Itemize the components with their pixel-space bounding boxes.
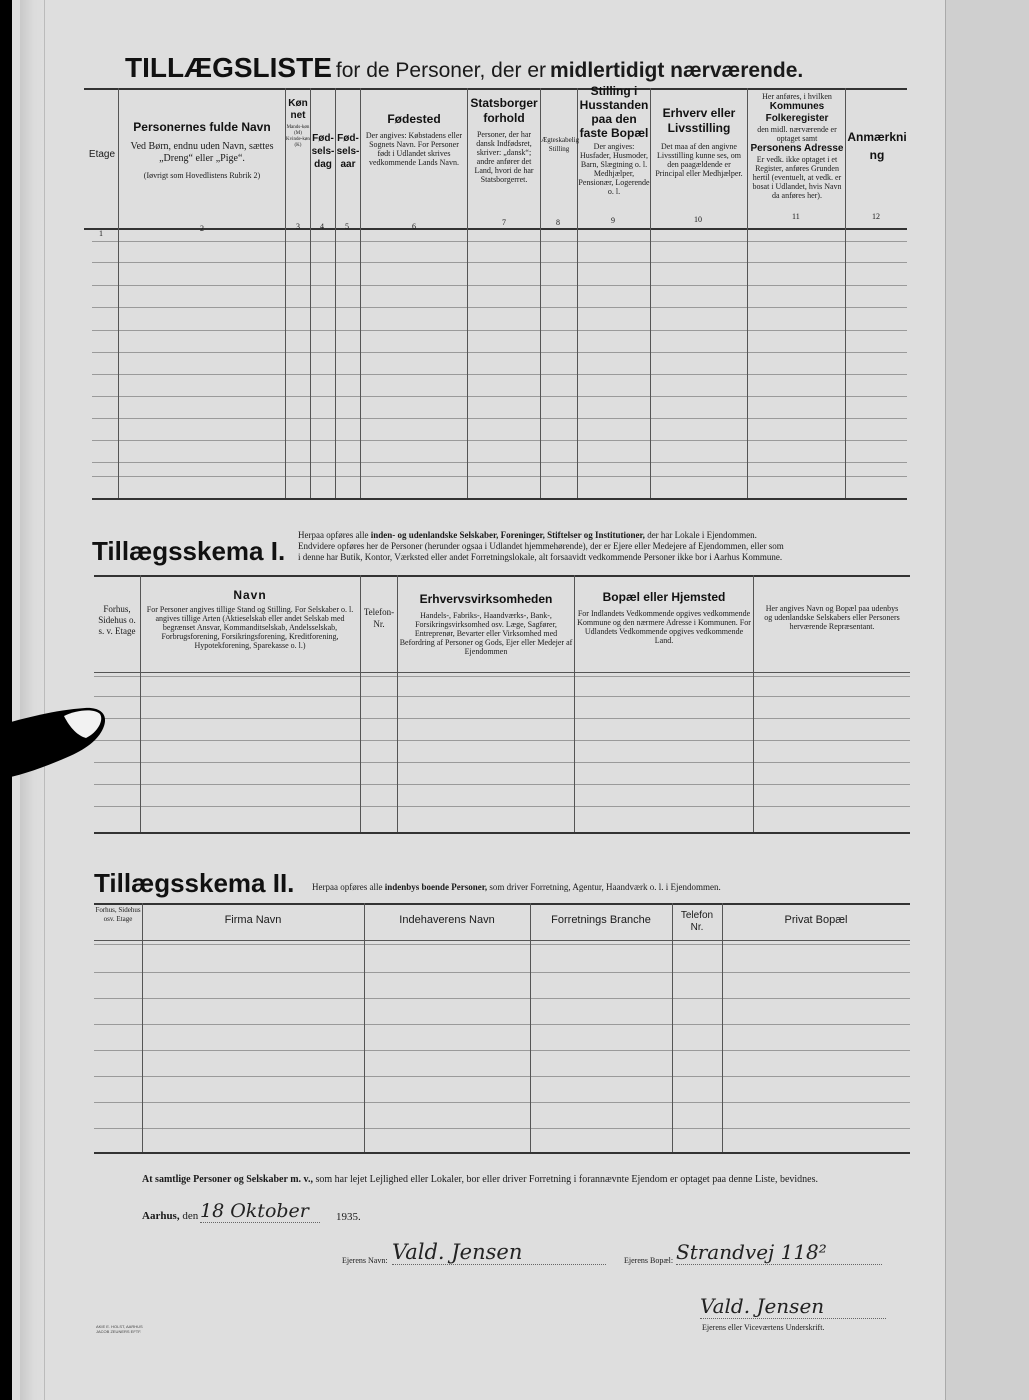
s2-col-firma-header: Firma Navn <box>224 914 282 926</box>
owner-name-label: Ejerens Navn: <box>342 1256 388 1265</box>
date-handwritten: 18 Oktober <box>200 1200 320 1223</box>
col-foedested-header: Fødested Der angives: Købstadens eller Sognets Navn. For Personer født i Udlandet skrives vedkommende Lands Navn. <box>365 112 463 167</box>
col-erhverv-header: Erhverv eller Livsstilling Det maa af den angivne Livsstilling kunne ses, om den paagældende er Principal eller Medhjælper. <box>655 106 743 178</box>
date-line: Aarhus, den <box>142 1210 199 1222</box>
signature-handwritten: Vald. Jensen <box>700 1294 886 1319</box>
s2-col-telefon-header: Telefon Nr. <box>680 910 714 933</box>
s2-col-branche-header: Forretnings Branche <box>551 914 651 926</box>
col-number: 3 <box>296 222 300 231</box>
col-number: 10 <box>694 215 702 224</box>
col-number: 8 <box>556 218 560 227</box>
s1-col-etage-header: Forhus, Sidehus o. s. v. Etage <box>98 604 136 636</box>
skema2-intro: Herpaa opføres alle indenbys boende Personer, som driver Forretning, Agentur, Haandværk o. l. i Ejendommen. <box>312 882 721 892</box>
col-anmaerkning-header: Anmærkning <box>847 130 907 162</box>
skema1-title: Tillægsskema I. <box>92 536 286 566</box>
skema1-intro: Herpaa opføres alle inden- og udenlandske Selskaber, Foreninger, Stiftelser og Institutioner, der har Lokale i Ejendommen. Endvidere opføres her de Personer (herunder ogsaa i Udlandet hjemmehørende), der er Ejere eller Medejere af Ejendommen, eller som i denne har Butik, Kontor, Værksted eller andet Forretningslokale, alt forsaavidt vedkommende Personer ikke bor i Aarhus Kommune. <box>298 530 784 562</box>
col-foedselsdag-header: Fød-sels-dag <box>311 133 335 170</box>
s1-col-erhverv-header: Erhvervsvirksomheden Handels-, Fabriks-, Haandværks-, Bank-, Forsikringsvirksomhed osv. Læge, Sagfører, Entreprenør, Bevarter eller Virksomhed med Befordring af Personer og Gods, Ejer eller Medejer af Ejendommen <box>399 592 573 656</box>
s2-col-bopael-header: Privat Bopæl <box>784 914 848 926</box>
adjacent-page-edge <box>945 0 1029 1400</box>
col-number: 11 <box>792 212 800 221</box>
s1-col-navn-header: Navn For Personer angives tillige Stand og Stilling. For Selskaber o. l. angives tillige Arten (Aktieselskab eller andet Selskab med begrænset Ansvar, Kommanditselskab, Andelsselskab, Forbrugsforening, Forsikringsforening, Kreditforening, Hypotekforening, Sparekasse o. l.) <box>146 588 354 650</box>
owner-name-handwritten: Vald. Jensen <box>392 1240 606 1265</box>
col-number: 12 <box>872 212 880 221</box>
col-number: 4 <box>320 222 324 231</box>
year: 1935. <box>336 1211 361 1223</box>
printer-imprint: AKIE E. HOLST, AARHUS JACOB ZEUNERS EFTF. <box>96 1324 143 1334</box>
s2-col-indehaver-header: Indehaverens Navn <box>399 914 495 926</box>
thumb-silhouette <box>0 700 112 780</box>
col-folkeregister-header: Her anføres, i hvilken Kommunes Folkeregister den midl. nærværende er optaget samt Personens Adresse Er vedk. ikke optaget i et Register, anføres Grunden hertil (eventuelt, at vedk. er bosat i Udlandet, hvis Navn da anføres her). <box>750 92 844 200</box>
col-foedselsaar-header: Fød-sels-aar <box>336 133 360 170</box>
col-number: 2 <box>200 224 204 233</box>
col-etage-header: Etage <box>88 149 116 160</box>
owner-address-handwritten: Strandvej 118² <box>676 1240 882 1265</box>
col-number: 5 <box>345 222 349 231</box>
s1-col-repraesentant-header: Her angives Navn og Bopæl paa udenbys og udenlandske Selskabers eller Personers herværende Repræsentant. <box>764 604 900 631</box>
col-koen-header: Kønnet Mands-køn (M) Kvinde-køn (K) <box>286 98 310 148</box>
col-number: 1 <box>99 229 103 238</box>
col-number: 9 <box>611 216 615 225</box>
main-list-title: TILLÆGSLISTE for de Personer, der er midlertidigt nærværende. <box>125 52 804 83</box>
s1-col-bopael-header: Bopæl eller Hjemsted For Indlandets Vedkommende opgives vedkommende Kommune og den nærmere Adresse i Kommunen. For Udlandets Vedkommende opgives vedkommende Land. <box>577 590 751 645</box>
col-number: 7 <box>502 218 506 227</box>
skema2-title: Tillægsskema II. <box>94 868 295 898</box>
census-form-sheet <box>12 0 947 1400</box>
s1-col-telefon-header: Telefon-Nr. <box>363 607 395 629</box>
col-number: 6 <box>412 222 416 231</box>
col-navn-header: Personernes fulde Navn Ved Børn, endnu uden Navn, sættes „Dreng“ eller „Pige“. (Iøvrigt som Hovedlistens Rubrik 2) <box>130 120 274 180</box>
col-aegteskab-header: Ægteskabelig Stilling <box>541 136 580 153</box>
col-statsborger-header: Statsborgerforhold Personer, der har dansk Indfødsret, skriver: „dansk“; andre anfører det Land, hvori de har Statsborgerret. <box>470 96 538 184</box>
s2-col-etage-header: Forhus, Sidehus osv. Etage <box>95 906 141 923</box>
owner-address-label: Ejerens Bopæl: <box>624 1256 674 1265</box>
signature-label: Ejerens eller Viceværtens Underskrift. <box>702 1323 825 1332</box>
col-stilling-husstand-header: Stilling i Husstanden paa den faste Bopæl Der angives: Husfader, Husmoder, Barn, Slægtning o. l. Medhjælper, Pensionær, Logerende o. l. <box>578 84 650 196</box>
attestation-statement: At samtlige Personer og Selskaber m. v., som har lejet Lejlighed eller Lokaler, bor eller driver Forretning i forannævnte Ejendom er optaget paa denne Liste, bevidnes. <box>142 1174 818 1185</box>
